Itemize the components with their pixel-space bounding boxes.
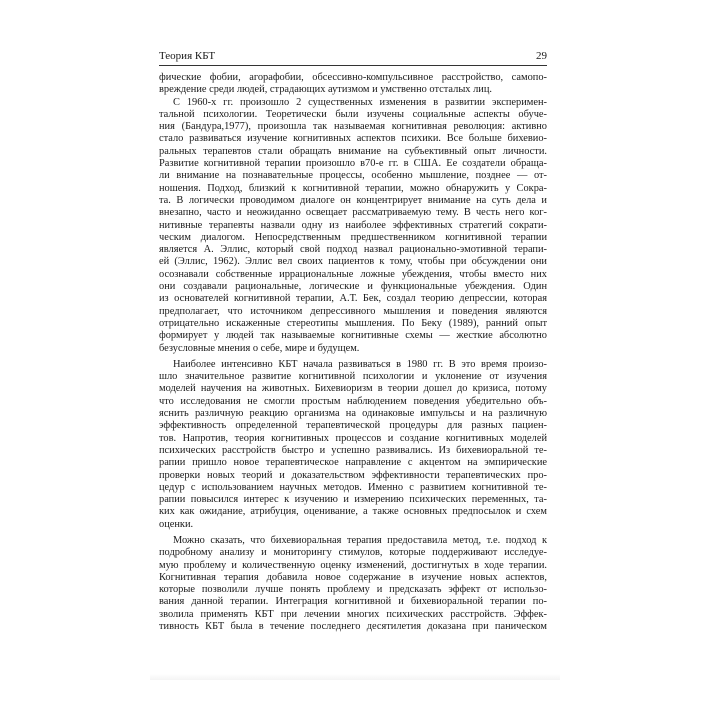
text-line: проверки новых теорий и доказательством эффективности терапевтических про- <box>159 469 547 481</box>
text-line: подробному анализу и мониторингу стимулов, которые поддерживают исследуе- <box>159 547 547 559</box>
text-line: является А. Эллис, который свой подход назвал рационально-эмотивной терапи- <box>159 244 547 256</box>
text-line: формирует у людей так называемые когнитивные схемы — жесткие абсолютно <box>159 330 547 342</box>
text-line: осознавали собственные иррациональные ложные убеждения, чтобы вместо них <box>159 268 547 280</box>
text-line: ния (Бандура,1977), произошла так называемая когнитивная революция: активно <box>159 121 547 133</box>
text-line: ральных терапевтов стали обращать внимание на субъективный опыт личности. <box>159 145 547 157</box>
text-line: тивность КБТ была в течение последнего десятилетия доказана при паническом <box>159 621 547 633</box>
text-line: цедур с использованием научных методов. Именно с развитием когнитивной те- <box>159 481 547 493</box>
text-line: стало развиваться изучение когнитивных аспектов психики. Все больше бихевио- <box>159 133 547 145</box>
text-line: фические фобии, агорафобии, обсессивно-компульсивное расстройство, самопо- <box>159 72 547 83</box>
text-line: шло значительное развитие когнитивной психологии и уклонение от изучения <box>159 371 547 383</box>
text-line: нитивные терапевты назвали одну из наиболее эффективных стратегий сократи- <box>159 219 547 231</box>
text-line: тов. Напротив, теория когнитивных процессов и создание когнитивных моделей <box>159 432 547 444</box>
text-line: ей (Эллис, 1962). Эллис вел своих пациентов к тому, чтобы при обсуждении они <box>159 256 547 268</box>
text-line: Можно сказать, что бихевиоральная терапия предоставила метод, т.е. подход к <box>173 534 547 546</box>
text-line: зволила применять КБТ при лечении многих психических расстройств. Эффек- <box>159 608 547 620</box>
text-line: рапии повысился интерес к изучению и измерению психических переменных, та- <box>159 494 547 506</box>
text-line: ли внимание на познавательные процессы, особенно мышление, позднее — от- <box>159 170 547 182</box>
text-line: С 1960-х гг. произошло 2 существенных изменения в развитии эксперимен- <box>173 96 547 108</box>
page-number: 29 <box>536 50 547 62</box>
text-line: моделей научения на животных. Бихевиоризм в теории дошел до кризиса, потому <box>159 383 547 395</box>
running-head <box>159 48 547 64</box>
text-line: из основателей когнитивной терапии, А.Т. Бек, создал теорию депрессии, которая <box>159 293 547 305</box>
text-line: ких как ожидание, атрибуция, оценивание, а также основных предпосылок и схем <box>159 506 547 518</box>
text-line: предполагает, что источником депрессивного мышления и поведения являются <box>159 305 547 317</box>
text-line: оценки. <box>159 518 194 530</box>
text-line: психических расстройств быстро и успешно развивались. Из бихевиоральной те- <box>159 444 547 456</box>
text-line: Развитие когнитивной терапии произошло в70-е гг. в США. Ее создатели обраща- <box>159 158 547 170</box>
text-line: они создавали рациональные, логические и функциональные убеждения. Один <box>159 281 547 293</box>
text-line: Наиболее интенсивно КБТ начала развиваться в 1980 гг. В это время произо- <box>173 358 547 370</box>
text-line: яснить различную реакцию организма на одинаковые импульсы и на различную <box>159 408 547 420</box>
page-edge <box>150 674 560 680</box>
text-line: отрицательно искаженные стереотипы мышления. По Беку (1989), ранний опыт <box>159 317 547 329</box>
text-line: Когнитивная терапия добавила новое содержание в изучение новых аспектов, <box>159 571 547 583</box>
header-rule <box>159 65 547 66</box>
text-line: та. В логически проводимом диалоге он концентрирует внимание на суть дела и <box>159 194 547 206</box>
text-line: вреждение среди людей, страдающих аутизмом и умственно отсталых лиц. <box>159 84 492 96</box>
text-line: рапии пришло новое терапевтическое направление с акцентом на эмпирические <box>159 457 547 469</box>
text-line: ческим диалогом. Непосредственным предшественником когнитивной терапии <box>159 231 547 243</box>
text-line: эффективность определенной терапевтической процедуры для разных пациен- <box>159 420 547 432</box>
text-line: ношения. Подход, близкий к когнитивной терапии, можно обнаружить у Сокра- <box>159 182 547 194</box>
text-line: мую проблему и количественную оценку изменений, достигнутых в ходе терапии. <box>159 559 547 571</box>
text-line: которые позволили лучше понять проблему и предсказать эффект от использо- <box>159 584 547 596</box>
text-line: вания данной терапии. Интеграция когнитивной и бихевиоральной терапии по- <box>159 596 547 608</box>
text-line: что исследования не смогли простым наблюдением поведения убедительно объ- <box>159 395 547 407</box>
text-line: безусловные мнения о себе, мире и будущем. <box>159 342 360 354</box>
text-line: тальной психологии. Теоретически были изучены социальные аспекты обуче- <box>159 108 547 120</box>
body-text <box>159 72 547 633</box>
text-line: внезапно, часто и неожиданно освещает рассматриваемую тему. В честь него ког- <box>159 207 547 219</box>
running-title: Теория КБТ <box>159 50 216 62</box>
